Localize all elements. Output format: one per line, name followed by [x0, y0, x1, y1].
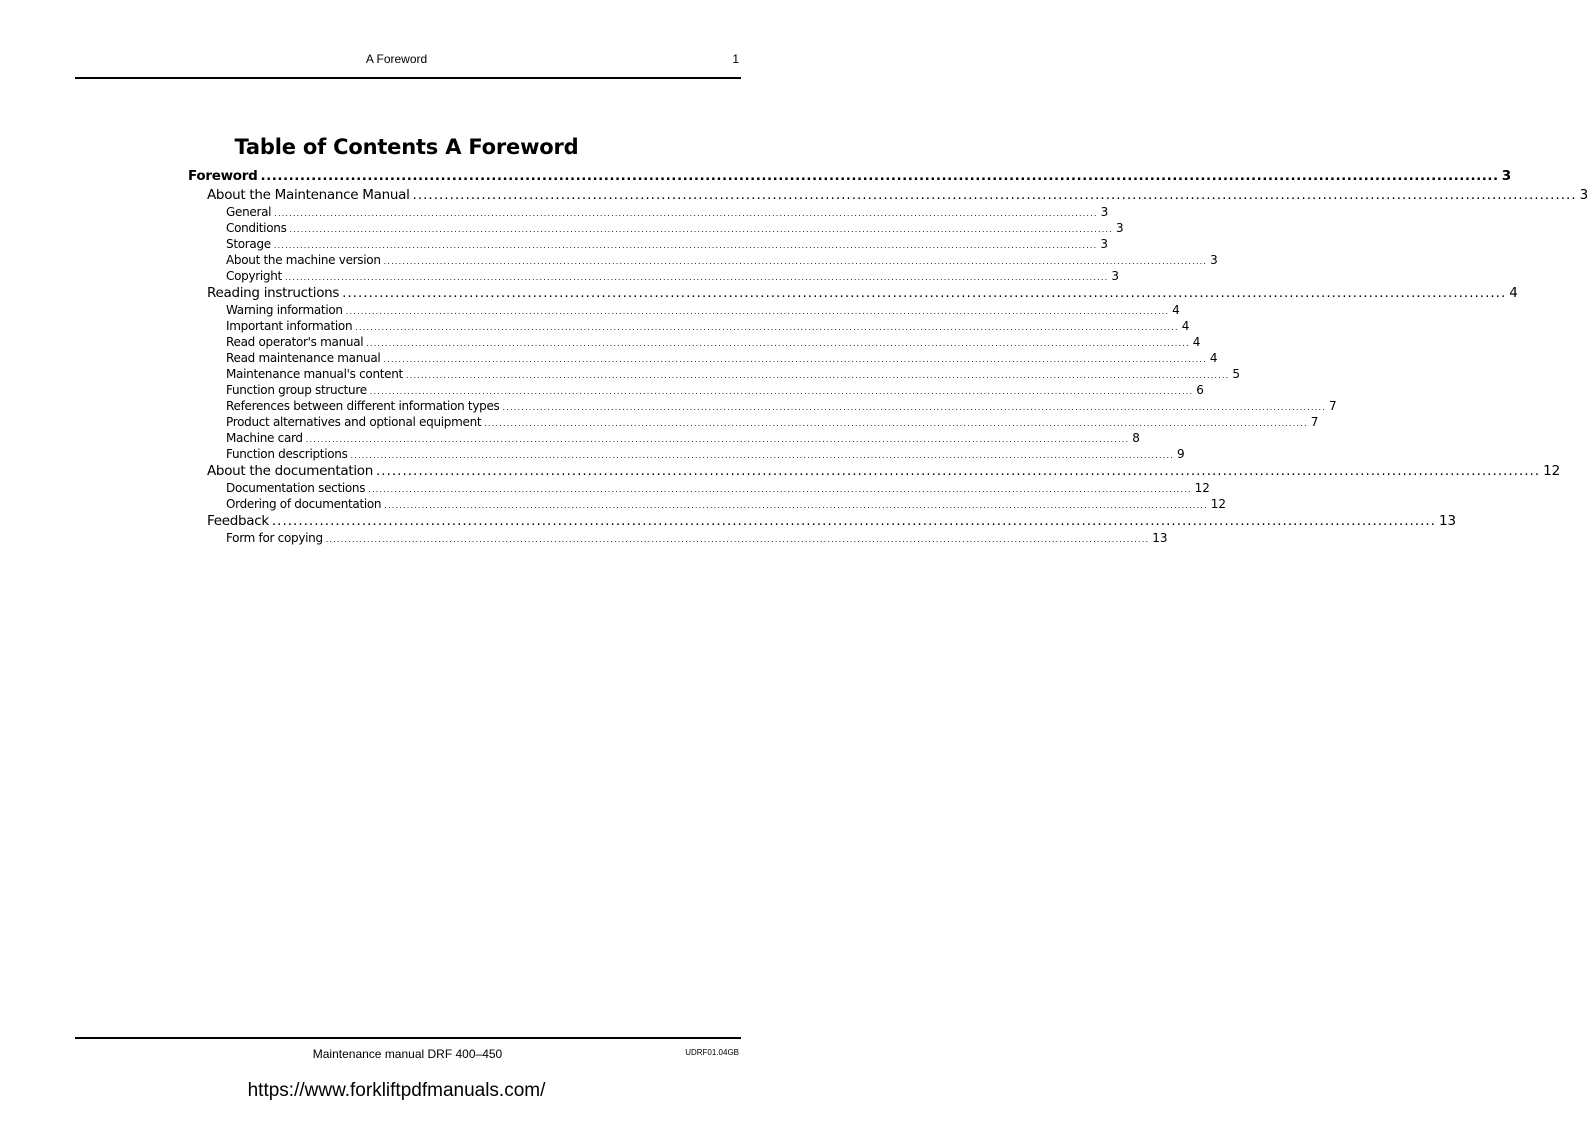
source-url[interactable]: https://www.forkliftpdfmanuals.com/ — [247, 1080, 546, 1101]
toc-entry[interactable] — [188, 236, 1108, 252]
toc-entry-label: Reading instructions — [207, 285, 340, 301]
toc-entry[interactable] — [188, 512, 1457, 530]
toc-entry-label: Documentation sections — [226, 481, 366, 495]
toc-entry-page: 5 — [1232, 367, 1241, 381]
toc-dot-leader: ............................................................................................................................................................................................................................ — [350, 451, 1174, 460]
toc-entry-page: 4 — [1181, 319, 1190, 333]
toc-dot-leader: ............................................................................................................................................................................................................................ — [366, 339, 1190, 348]
toc-entry-page: 7 — [1328, 399, 1337, 413]
toc-dot-leader: ............................................................................................................................................................................................................................ — [274, 209, 1098, 218]
toc-entry-label: Form for copying — [226, 531, 323, 545]
toc-entry[interactable] — [188, 302, 1180, 318]
toc-entry[interactable] — [188, 350, 1218, 366]
toc-dot-leader: ............................................................................................................................................................................................................................ — [342, 285, 1507, 301]
toc-dot-leader: ............................................................................................................................................................................................................................ — [345, 307, 1170, 316]
toc-dot-leader: ............................................................................................................................................................................................................................ — [368, 485, 1192, 494]
toc-entry-page: 12 — [1210, 497, 1226, 511]
header-page-number: 1 — [732, 52, 739, 66]
toc-dot-leader: ............................................................................................................................................................................................................................ — [284, 273, 1109, 282]
header-divider — [75, 77, 741, 79]
toc-entry-page: 3 — [1100, 205, 1109, 219]
toc-entry[interactable] — [188, 414, 1319, 430]
toc-entry-label: General — [226, 205, 272, 219]
toc-dot-leader: ............................................................................................................................................................................................................................ — [260, 168, 1499, 184]
toc-dot-leader: ............................................................................................................................................................................................................................ — [484, 419, 1308, 428]
toc-entry-page: 13 — [1152, 531, 1168, 545]
toc-entry[interactable] — [188, 366, 1241, 382]
toc-entry-label: Conditions — [226, 221, 287, 235]
toc-entry[interactable] — [188, 220, 1124, 236]
toc-entry-label: Foreword — [188, 168, 258, 184]
toc-entry-page: 3 — [1501, 168, 1512, 184]
toc-title: Table of Contents A Foreword — [234, 135, 579, 159]
toc-entry-page: 4 — [1172, 303, 1180, 317]
toc-entry[interactable] — [188, 462, 1561, 480]
toc-dot-leader: ............................................................................................................................................................................................................................ — [305, 435, 1130, 444]
toc-list — [188, 167, 1588, 546]
toc-entry-label: Function group structure — [226, 383, 367, 397]
toc-entry[interactable] — [188, 252, 1218, 268]
toc-entry-label: Product alternatives and optional equipment — [226, 415, 482, 429]
toc-entry-label: Function descriptions — [226, 447, 348, 461]
toc-entry-label: Machine card — [226, 431, 303, 445]
toc-dot-leader: ............................................................................................................................................................................................................................ — [405, 371, 1230, 380]
toc-entry-label: Warning information — [226, 303, 343, 317]
toc-entry[interactable] — [188, 318, 1190, 334]
toc-entry-page: 3 — [1111, 269, 1120, 283]
toc-dot-leader: ............................................................................................................................................................................................................................ — [384, 501, 1208, 510]
toc-entry[interactable] — [188, 334, 1201, 350]
toc-dot-leader: ............................................................................................................................................................................................................................ — [383, 355, 1207, 364]
toc-entry[interactable] — [188, 446, 1185, 462]
toc-entry[interactable] — [188, 204, 1109, 220]
toc-dot-leader: ............................................................................................................................................................................................................................ — [273, 241, 1098, 250]
toc-entry-label: Important information — [226, 319, 353, 333]
toc-entry-page: 6 — [1196, 383, 1204, 397]
toc-entry[interactable] — [188, 480, 1210, 496]
toc-entry[interactable] — [188, 167, 1512, 186]
toc-entry[interactable] — [188, 398, 1337, 414]
toc-entry-page: 3 — [1210, 253, 1218, 267]
toc-entry-label: About the Maintenance Manual — [207, 187, 410, 203]
toc-dot-leader: ............................................................................................................................................................................................................................ — [376, 463, 1541, 479]
toc-dot-leader: ............................................................................................................................................................................................................................ — [289, 225, 1113, 234]
toc-entry-page: 3 — [1100, 237, 1108, 251]
toc-entry-label: Read maintenance manual — [226, 351, 381, 365]
toc-dot-leader: ............................................................................................................................................................................................................................ — [502, 403, 1326, 412]
toc-entry-page: 9 — [1176, 447, 1185, 461]
toc-entry-label: Read operator's manual — [226, 335, 364, 349]
toc-entry-label: Maintenance manual's content — [226, 367, 403, 381]
toc-dot-leader: ............................................................................................................................................................................................................................ — [383, 257, 1208, 266]
toc-entry[interactable] — [188, 186, 1588, 204]
toc-entry-page: 12 — [1194, 481, 1210, 495]
toc-entry[interactable] — [188, 268, 1120, 284]
toc-dot-leader: ............................................................................................................................................................................................................................ — [412, 187, 1577, 203]
toc-entry[interactable] — [188, 382, 1204, 398]
toc-entry[interactable] — [188, 284, 1518, 302]
toc-entry-label: About the documentation — [207, 463, 373, 479]
toc-entry-page: 3 — [1115, 221, 1124, 235]
toc-entry-label: Feedback — [207, 513, 269, 529]
toc-entry-label: Storage — [226, 237, 271, 251]
toc-entry-label: Copyright — [226, 269, 282, 283]
toc-entry-page: 12 — [1543, 463, 1561, 479]
toc-entry-page: 4 — [1209, 351, 1218, 365]
document-code: UDRF01.04GB — [685, 1048, 739, 1057]
footer-title: Maintenance manual DRF 400–450 — [312, 1047, 503, 1061]
toc-dot-leader: ............................................................................................................................................................................................................................ — [355, 323, 1179, 332]
footer-divider — [75, 1037, 741, 1039]
toc-entry-label: About the machine version — [226, 253, 381, 267]
toc-entry-page: 4 — [1192, 335, 1201, 349]
toc-entry-page: 7 — [1310, 415, 1319, 429]
toc-dot-leader: ............................................................................................................................................................................................................................ — [325, 535, 1150, 544]
toc-dot-leader: ............................................................................................................................................................................................................................ — [271, 513, 1436, 529]
header-title: A Foreword — [365, 52, 428, 66]
toc-dot-leader: ............................................................................................................................................................................................................................ — [369, 387, 1194, 396]
toc-entry-label: References between different information types — [226, 399, 500, 413]
toc-entry-page: 3 — [1579, 187, 1588, 203]
toc-entry-page: 4 — [1509, 285, 1518, 301]
toc-entry-page: 8 — [1132, 431, 1140, 445]
toc-entry[interactable] — [188, 430, 1140, 446]
toc-entry-label: Ordering of documentation — [226, 497, 382, 511]
toc-entry[interactable] — [188, 530, 1168, 546]
toc-entry-page: 13 — [1438, 513, 1457, 529]
toc-entry[interactable] — [188, 496, 1226, 512]
